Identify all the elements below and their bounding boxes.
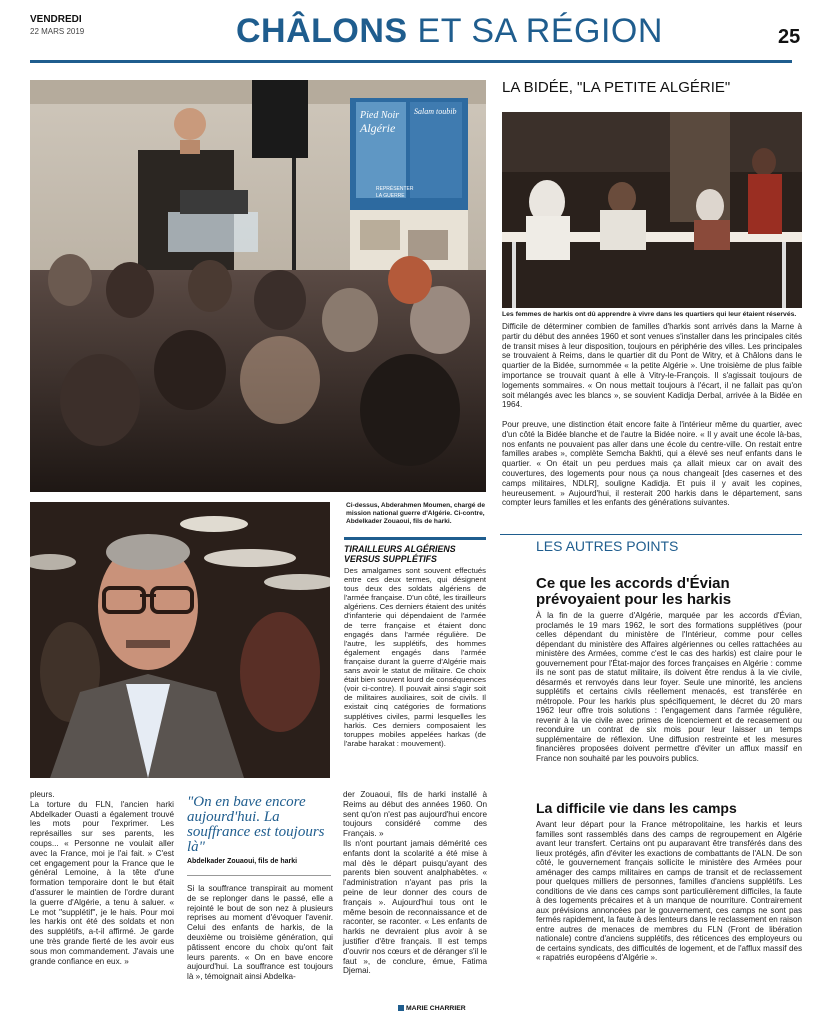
bidee-body-1: Difficile de déterminer combien de familles d'harkis sont arrivés dans la Marne à partir du début des années 1960 et sont venues s'installer dans les principales cités de transit mises à leur disposition, toujours en périphérie des villes. Les principales se trouvaient à Reims, dans le quartier dit du Pont de Witry, et à Châlons dans le quartier de la Bidée, surnommée « la petite Algérie ». Une troisième de plus faible importance se trouvait quant à elle à Vitry-le-François. Il s'agissait toujours de logements sommaires. « On nous mettait toujours à l'écart, il ne fallait pas qu'on soit mélangés avec les blancs », se souvient Kadidja Derbal, arrivée à la Bidée en 1964. — [502, 322, 802, 410]
poster-title-1: Pied Noir — [360, 110, 400, 121]
autres-points-rule — [500, 534, 802, 535]
conference-photo — [30, 80, 486, 492]
pull-quote: "On en bave encore aujourd'hui. La souffrance est toujours là" — [187, 794, 325, 855]
byline-square-icon — [398, 1005, 404, 1011]
middle-column-body: Si la souffrance transpirait au moment de se replonger dans le passé, elle a rejointé le bout de son nez à plusieurs reprises au moment d'évoquer l'avenir. Celui des enfants de harkis, de la deuxième ou troisième génération, qui pâtissent encore du choix qu'ont fait leurs parents. « On en bave encore aujourd'hui. La souffrance est toujours là », témoignait ainsi Abdelka- — [187, 884, 333, 982]
harki-women-photo-image — [502, 112, 802, 308]
portrait-photo — [30, 502, 330, 778]
bidee-body-2: Pour preuve, une distinction était encore faite à l'intérieur même du quartier, avec d'un côté la Bidée blanche et de l'autre la Bidée noire. « Il y avait une école là-bas, nos enfants ne pouvaient pas aller dans une école du centre-ville. On restait entre familles arabes », complète Semcha Bakhti, qui a élevé ses neuf enfants dans le quartier. « On était un peu perdues mais ça allait mieux car on avait des couvertures, des logements pour nous ça nous changeait [des casernes et des camps militaires, NDLR], souligne Kadidja. Et puis il y avait les copines, heureusement. » Aujourd'hui, il resterait 200 harkis dans le département, sans compter leurs familles et les enfants des générations suivantes. — [502, 420, 802, 508]
harki-women-caption: Les femmes de harkis ont dû apprendre à vivre dans les quartiers qui leur étaient réservés. — [502, 311, 797, 318]
tirailleurs-body: Des amalgames sont souvent effectués entre ces deux termes, qui désignent tous deux des soldats algériens de l'armée française. D'un côté, les tirailleurs algériens. Ces derniers étaient des unités d'infanterie qui dépendaient de l'armée de terre française et étaient donc engagés dans l'armée régulière. De l'autre, les supplétifs, des hommes également engagés dans l'armée française durant la guerre d'Algérie mais sans avoir le statut de militaire. Ce choix était bien souvent lourd de conséquences (voir ci-contre). Il pouvait ainsi s'agir soit de militaires auxiliaires, soit de civils. Il existait cinq catégories de formations supplétives civiles, parmi lesquelles les harkis. Ces derniers composaient les toruppes mobiles appelées harkas (de l'arabe harakat : mouvement). — [344, 566, 486, 748]
poster-side-title: Salam toubib — [414, 107, 457, 116]
poster-title-2: Algérie — [360, 121, 396, 135]
evian-heading: Ce que les accords d'Évian prévoyaient pour les harkis — [536, 575, 732, 608]
harki-women-photo — [502, 112, 802, 308]
bidee-title: LA BIDÉE, "LA PETITE ALGÉRIE" — [502, 79, 731, 96]
right-story-column-body: der Zouaoui, fils de harki installé à Reims au début des années 1960. On sent qu'on n'est pas aujourd'hui encore toujours considéré comme des Français. » Ils n'ont pourtant jamais démérité ces enfants dont la scolarité a été mise à mal dès le départ puisqu'ayant des parents bien souvent analphabètes. « l'administration n'ayant pas pris la peine de leur donner des cours de français ». Aujourd'hui tous ont le même besoin de reconnaissance et de raconter, se raconter. « Les enfants de harkis ne devraient plus avoir à se justifier d'être français. Il est temps d'ouvrir nos cœurs et de déranger s'il le faut », de conclure, émue, Fatima Djemai. — [343, 790, 487, 976]
camps-heading: La difficile vie dans les camps — [536, 800, 737, 816]
conference-photo-image — [30, 80, 486, 492]
issue-day: VENDREDI — [30, 14, 82, 25]
pull-quote-attribution: Abdelkader Zouaoui, fils de harki — [187, 858, 298, 865]
tirailleurs-rule — [344, 537, 486, 540]
poster-bottom-1: REPRÉSENTER — [376, 186, 414, 192]
evian-body: À la fin de la guerre d'Algérie, marquée par les accords d'Évian, proclamés le 19 mars 1962, le sort des formations supplétives (pour celles dépendant du ministère de l'Intérieur, comme pour celles dépendant du ministère des Affaires algériennes ou celles rattachées au ministère des Armées, comme c'est le cas des harkis) est claire pour le gouvernement pour l'État-major des forces françaises en Algérie : comme ils ne sont pas de statut militaire, ils doivent être rendus à la vie civile, désarmés et renvoyés dans leur foyer. Seule une minorité, les anciens supplétifs et certains civils réellement menacés, est transférée en métropole. Pour les harkis plus spécifiquement, le décret du 20 mars 1962 leur offre trois solutions : l'engagement dans l'armée régulière, revenir à la vie civile avec primes de licenciement et de recasement ou reconduire un contrat de six mois pour leur laisser un temps supplémentaire de réflexion. Une diffusion restreinte et les mesures financières proposées doivent permettre d'éviter un afflux massif en France non souhaité par les pouvoirs publics. — [536, 611, 802, 763]
poster-bottom-2: LA GUERRE — [376, 193, 405, 199]
tirailleurs-title: TIRAILLEURS ALGÉRIENS VERSUS SUPPLÉTIFS — [344, 544, 456, 564]
autres-points-title: LES AUTRES POINTS — [536, 538, 679, 554]
section-title — [236, 12, 663, 51]
byline — [396, 1005, 466, 1012]
header-rule — [30, 60, 792, 63]
section-title-rest: ET SA RÉGION — [407, 12, 663, 50]
page-number: 25 — [778, 26, 801, 48]
quote-divider — [187, 875, 331, 876]
section-title-bold: CHÂLONS — [236, 12, 408, 50]
left-column-body: pleurs. La torture du FLN, l'ancien harki Abdelkader Ouasti a également trouvé les mots pour l'exprimer. Les représailles sur ses parents, les coups... « Personne ne voulait aller avec la France, moi je l'ai fait. » C'est cet engagement pour la France que le général Lemoine, à la tête d'une formation temporaire dont le but était d'assurer le maintien de l'ordre durant la guerre d'Algérie, a tenu à saluer. « Le mot "supplétif", je le hais. Pour moi les harkis ont été des soldats et non des supplétifs, a-t-il affirmé. Je garde une très grande fierté de les avoir eus sous mon commandement. J'avais une grande confiance en eux. » — [30, 790, 174, 966]
portrait-photo-image — [30, 502, 330, 778]
issue-date: 22 MARS 2019 — [30, 27, 85, 36]
byline-author: MARIE CHARRIER — [406, 1005, 466, 1012]
camps-body: Avant leur départ pour la France métropolitaine, les harkis et leurs familles sont rassemblés dans des camps de regroupement en Algérie avant leur transfert. Certains ont pu auparavant être transférés dans des lieux protégés, afin d'éviter les exactions de combattants de l'ALN. De son côté, le gouvernement français sollicite le ministère des Armées pour aménager des camps militaires en camps de transit et de reclassement pour quelques milliers de personnes, familles d'anciens supplétifs. Les conditions de vie dans ces camps sont particulièrement difficiles, la faute à des logements précaires et à un manque de nourriture. Contrairement aux prévisions annoncées par le gouvernement, ces camps ne sont pas fermés rapidement, la faute à des lenteurs dans le reclassement en raison entre autres de menaces de membres du FLN (Front de libération nationale) contre d'anciens supplétifs, des réticences des employeurs ou de certains syndicats, des difficultés de logement, et de l'afflux massif des « rapatriés européens d'Algérie ». — [536, 820, 802, 962]
photo-caption: Ci-dessus, Abderahmen Moumen, chargé de mission national guerre d'Algérie. Ci-contre, Abdelkader Zouaoui, fils de harki. — [346, 502, 485, 525]
